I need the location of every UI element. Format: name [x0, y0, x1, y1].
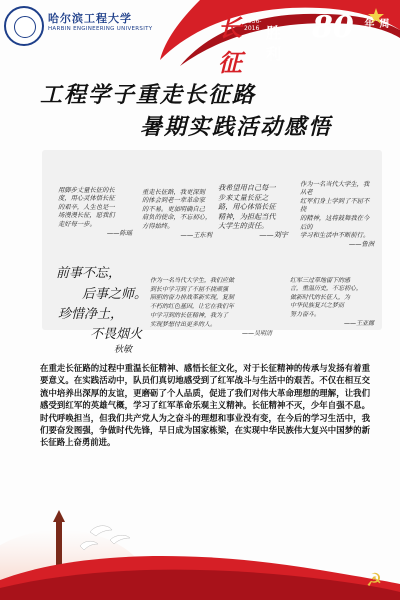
note-text: 重走长征路，我更深刻 的体会到老一辈革命家 的不易。更加明确自己 肩负的使命，不忘初心， 方得始终。: [142, 188, 212, 230]
note-signature: ——鲁洲: [348, 240, 374, 248]
header: [0, 0, 400, 77]
note-signature: ——王东利: [180, 231, 212, 239]
note-signature: ——吴明清: [241, 329, 272, 337]
handwritten-note: [150, 268, 272, 347]
note-text: 用脚步丈量长征的长 度，用心灵体悟长征 的艰辛，人生也是一 场漫漫长征，愿我们 走好每一步。: [58, 186, 115, 228]
university-name: 哈尔滨工程大学: [48, 12, 132, 25]
note-text: 作为一名当代大学生，我从老 红军们身上学到了不屈不挠 的精神，这将鼓舞我在今后的 学习和生活中不断前行。: [300, 180, 370, 240]
note-line: 后事之师。: [82, 287, 148, 302]
anniversary-cj: 长征: [218, 13, 242, 77]
handwritten-note: [300, 172, 374, 258]
handwritten-note-large: [56, 262, 148, 355]
anniversary-victory: 胜利: [266, 24, 282, 63]
handwritten-note: [290, 268, 374, 337]
page-subtitle: 暑期实践活动感悟: [140, 114, 333, 140]
anniversary-years: 1936-2016: [244, 18, 262, 32]
anniversary-number: 80: [312, 10, 354, 45]
handwritten-note: [218, 174, 288, 249]
note-text: 作为一名当代大学生，我们应做 到长中学习到了不屈不挠顽强 陪胆的奋力拼战革新实现，复制 不朽的红色基因，让它在我们年 中学习到的长征精神，我为了 实现梦想付出更多的人。: [150, 276, 235, 328]
handwritten-note: [58, 178, 132, 247]
note-line: 不畏烟火: [90, 327, 143, 342]
note-signature: ——刘宇: [259, 230, 288, 240]
note-line: 前事不忘，: [56, 266, 122, 281]
note-signature: 秋敏: [114, 345, 133, 355]
note-text: 我希望用自己每一 步来丈量长征之 路，用心体悟长征 精神，为担起当代 大学生的责任。: [218, 183, 276, 231]
page-title: 工程学子重走长征路: [40, 82, 257, 108]
body-paragraph: 在重走长征路的过程中重温长征精神、感悟长征文化，对于长征精神的传承与发扬有着重要意义。在实践活动中，队员们真切地感受到了红军战斗与生活中的艰苦。不仅在相互交流中培养出深厚的友谊，更磨砺了个人品质，促进了我们对伟大革命理想的理解，让我们感受到红军的英雄气概，学习了红军革命乐观主义精神。长征精神不灭，少年自强不息。时代呼唤担当，但我们共产党人为之奋斗的理想和事业没有变，在今后的学习生活中，我们要奋发图强，争做时代先锋，早日成为国家栋梁，在实现中华民族伟大复兴中国梦的新长征路上奋勇前进。: [40, 363, 370, 448]
handwritten-note: [142, 180, 212, 249]
note-signature: ——陈瑶: [106, 229, 132, 237]
university-logo: [4, 6, 44, 46]
note-text: 红军三过草地留下的感 言，重温历史，不忘初心， 做新时代的长征人，为 中华民族复兴之梦而 努力奋斗。: [290, 276, 363, 318]
anniversary-suffix: 周年: [362, 18, 388, 28]
university-name-en: HARBIN ENGINEERING UNIVERSITY: [48, 26, 153, 32]
note-signature: ——王亚娜: [343, 319, 374, 327]
party-emblem-icon: ☭: [366, 570, 383, 591]
bottom-artwork: [0, 480, 400, 600]
note-line: 珍惜净土，: [58, 307, 124, 322]
